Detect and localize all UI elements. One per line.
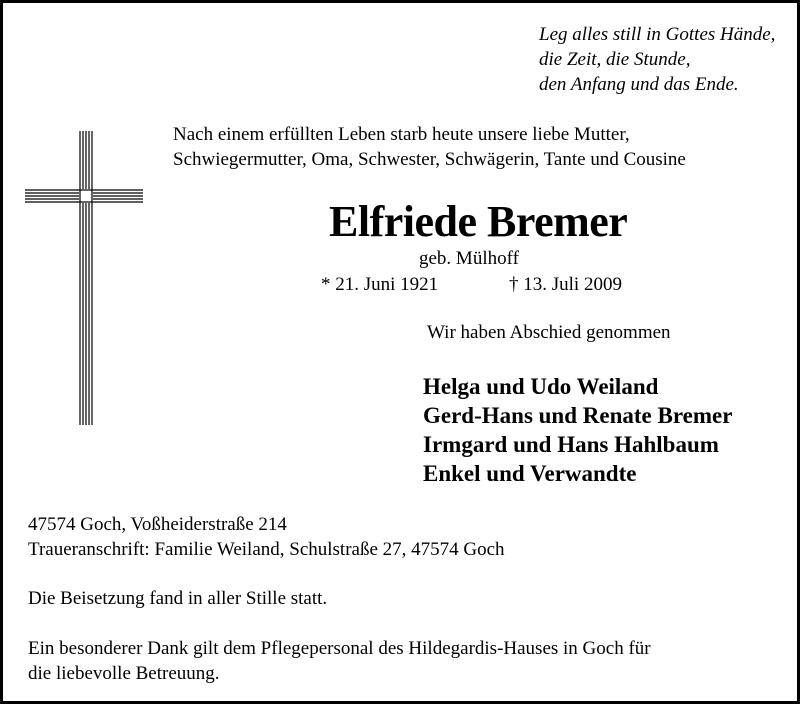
- mourner-name: Gerd-Hans und Renate Bremer: [423, 403, 733, 428]
- thanks-line: die liebevolle Betreuung.: [28, 663, 220, 684]
- deceased-name: Elfriede Bremer: [329, 197, 628, 246]
- death-date: † 13. Juli 2009: [509, 274, 622, 295]
- mourner-name: Enkel und Verwandte: [423, 461, 637, 486]
- burial-note: Die Beisetzung fand in aller Stille statt.: [28, 588, 328, 609]
- poem: [539, 22, 775, 97]
- thanks-line: Ein besonderer Dank gilt dem Pflegepersonal des Hildegardis-Hauses in Goch für: [28, 638, 651, 659]
- poem-line: die Zeit, die Stunde,: [539, 49, 691, 70]
- address-line: Traueranschrift: Familie Weiland, Schulstraße 27, 47574 Goch: [28, 539, 505, 560]
- mourner-name: Helga und Udo Weiland: [423, 374, 659, 399]
- mourners-list: [423, 372, 732, 488]
- birth-date: * 21. Juni 1921: [321, 274, 439, 295]
- intro-line: Nach einem erfüllten Leben starb heute unsere liebe Mutter,: [173, 124, 630, 145]
- birth-name: geb. Mülhoff: [419, 248, 519, 269]
- mourner-name: Irmgard und Hans Hahlbaum: [423, 432, 719, 457]
- intro-text: [173, 122, 686, 172]
- address-block: [28, 512, 505, 562]
- thanks-note: [28, 636, 651, 686]
- farewell-text: Wir haben Abschied genommen: [427, 322, 671, 343]
- poem-line: Leg alles still in Gottes Hände,: [539, 24, 776, 45]
- address-line: 47574 Goch, Voßheiderstraße 214: [28, 514, 287, 535]
- poem-line: den Anfang und das Ende.: [539, 74, 739, 95]
- intro-line: Schwiegermutter, Oma, Schwester, Schwägerin, Tante und Cousine: [173, 149, 686, 170]
